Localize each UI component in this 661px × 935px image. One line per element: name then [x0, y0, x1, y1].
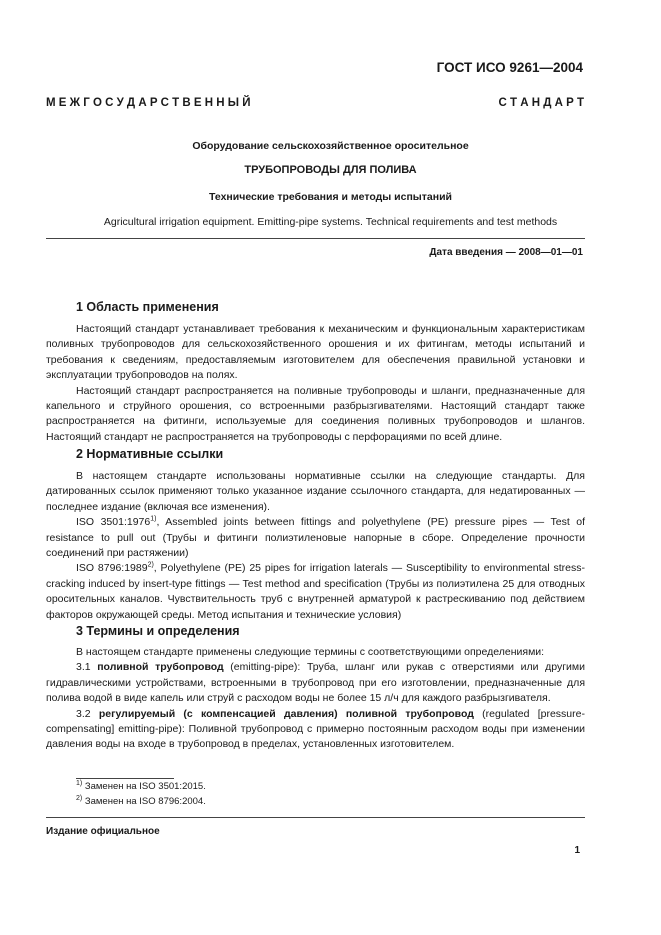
title-line-1: Оборудование сельскохозяйственное оросительное [192, 140, 469, 152]
banner-word-standard: С Т А Н Д А Р Т [498, 97, 584, 109]
banner-word-interstate: М Е Ж Г О С У Д А Р С Т В Е Н Н Ы Й [46, 97, 251, 109]
reference-code: ISO 8796:1989 [76, 562, 148, 575]
footnote-divider [76, 778, 174, 779]
term-name: регулируемый (с компенсацией давления) поливной трубопровод [98, 707, 474, 720]
footnote-marker: 2) [147, 561, 154, 569]
standard-number: ГОСТ ИСО 9261—2004 [436, 60, 583, 75]
introduction-date: Дата введения — 2008—01—01 [429, 247, 583, 258]
section-1-paragraph-1: Настоящий стандарт устанавливает требования к механическим и функциональным характеристикам поливных трубопроводов для сельскохозяйственного орошения и их фитингам, методы испытаний и требования к сведениям, предоставляемым изготовителем для обеспечения правильной установки и эксплуатации трубопроводов на полях. [46, 323, 585, 382]
section-2-heading: 2 Нормативные ссылки [76, 447, 224, 461]
section-1-body [46, 322, 585, 445]
term-3-1 [46, 660, 585, 706]
section-1-heading: 1 Область применения [76, 300, 219, 314]
section-2-paragraph-1: В настоящем стандарте использованы нормативные ссылки на следующие стандарты. Для датированных ссылок применяют только указанное издание ссылочного стандарта, для недатированных — последнее издание (включая все изменения). [46, 470, 585, 513]
section-1-paragraph-2: Настоящий стандарт распространяется на поливные трубопроводы и шланги, предназначенные для капельного и струйного орошения, со встроенными разбрызгивателями. Настоящий стандарт также распространяется на фитинги, используемые для соединения поливных трубопроводов и шлангов. Настоящий стандарт не распространяется на трубопроводы с перфорациями по всей длине. [46, 384, 585, 443]
term-definition: (regulated [pressure-compensating] emitting-pipe): Поливной трубопровод с примерно постоянным расходом воды при изменении давления воды на входе в трубопровод в пределах, установленных изготовителем. [46, 707, 585, 751]
footnote-marker: 1) [150, 515, 157, 523]
footnote-1 [76, 781, 206, 792]
section-3-heading: 3 Термины и определения [76, 624, 240, 638]
title-line-3: Технические требования и методы испытаний [209, 191, 452, 203]
title-line-2: ТРУБОПРОВОДЫ ДЛЯ ПОЛИВА [244, 164, 417, 176]
section-3-paragraph-1: В настоящем стандарте применены следующие термины с соответствующими определениями: [76, 646, 545, 658]
term-3-2 [46, 707, 585, 753]
footnote-marker: 1) [76, 779, 83, 787]
reference-iso-8796 [46, 561, 585, 623]
term-number: 3.2 [76, 707, 91, 720]
footnote-2 [76, 796, 206, 807]
official-edition-label: Издание официальное [46, 826, 160, 837]
term-name: поливной трубопровод [97, 661, 224, 674]
reference-code: ISO 3501:1976 [76, 516, 151, 529]
page-number: 1 [574, 845, 580, 856]
footnote-text: Заменен на ISO 3501:2015. [82, 781, 206, 792]
footnote-marker: 2) [76, 794, 83, 802]
title-english: Agricultural irrigation equipment. Emitting-pipe systems. Technical requirements and test methods [103, 216, 558, 228]
reference-text: , Polyethylene (PE) 25 pipes for irrigation laterals — Susceptibility to environmental stress-cracking induced by insert-type fittings — Test method and specification (Трубы из полиэтилена 25 для отводных оросительных каналов. Чувствительность труб с внутренней арматурой к растрескиванию под действием факторов окружающей среды. Метод испытания и технические условия) [46, 562, 586, 621]
term-definition: (emitting-pipe): Труба, шланг или рукав с отверстиями или другими гидравлическими устройствами, встроенными в трубопровод при его изготовлении, предназначенные для полива водой в виде капель или струй с расходом воды не более 15 л/ч для каждого разбрызгивателя. [46, 661, 585, 705]
reference-text: , Assembled joints between fittings and polyethylene (PE) pressure pipes — Test of resistance to pull out (Трубы и фитинги полиэтиленовые напорные в сборе. Определение прочности соединений при растяжении) [46, 516, 585, 560]
term-number: 3.1 [76, 661, 91, 674]
reference-iso-3501 [46, 515, 585, 561]
section-3-body [46, 645, 585, 753]
section-2-body [46, 469, 585, 623]
top-divider [46, 238, 585, 239]
footnote-text: Заменен на ISO 8796:2004. [82, 796, 206, 807]
standard-banner [46, 97, 584, 109]
bottom-divider [46, 817, 585, 818]
